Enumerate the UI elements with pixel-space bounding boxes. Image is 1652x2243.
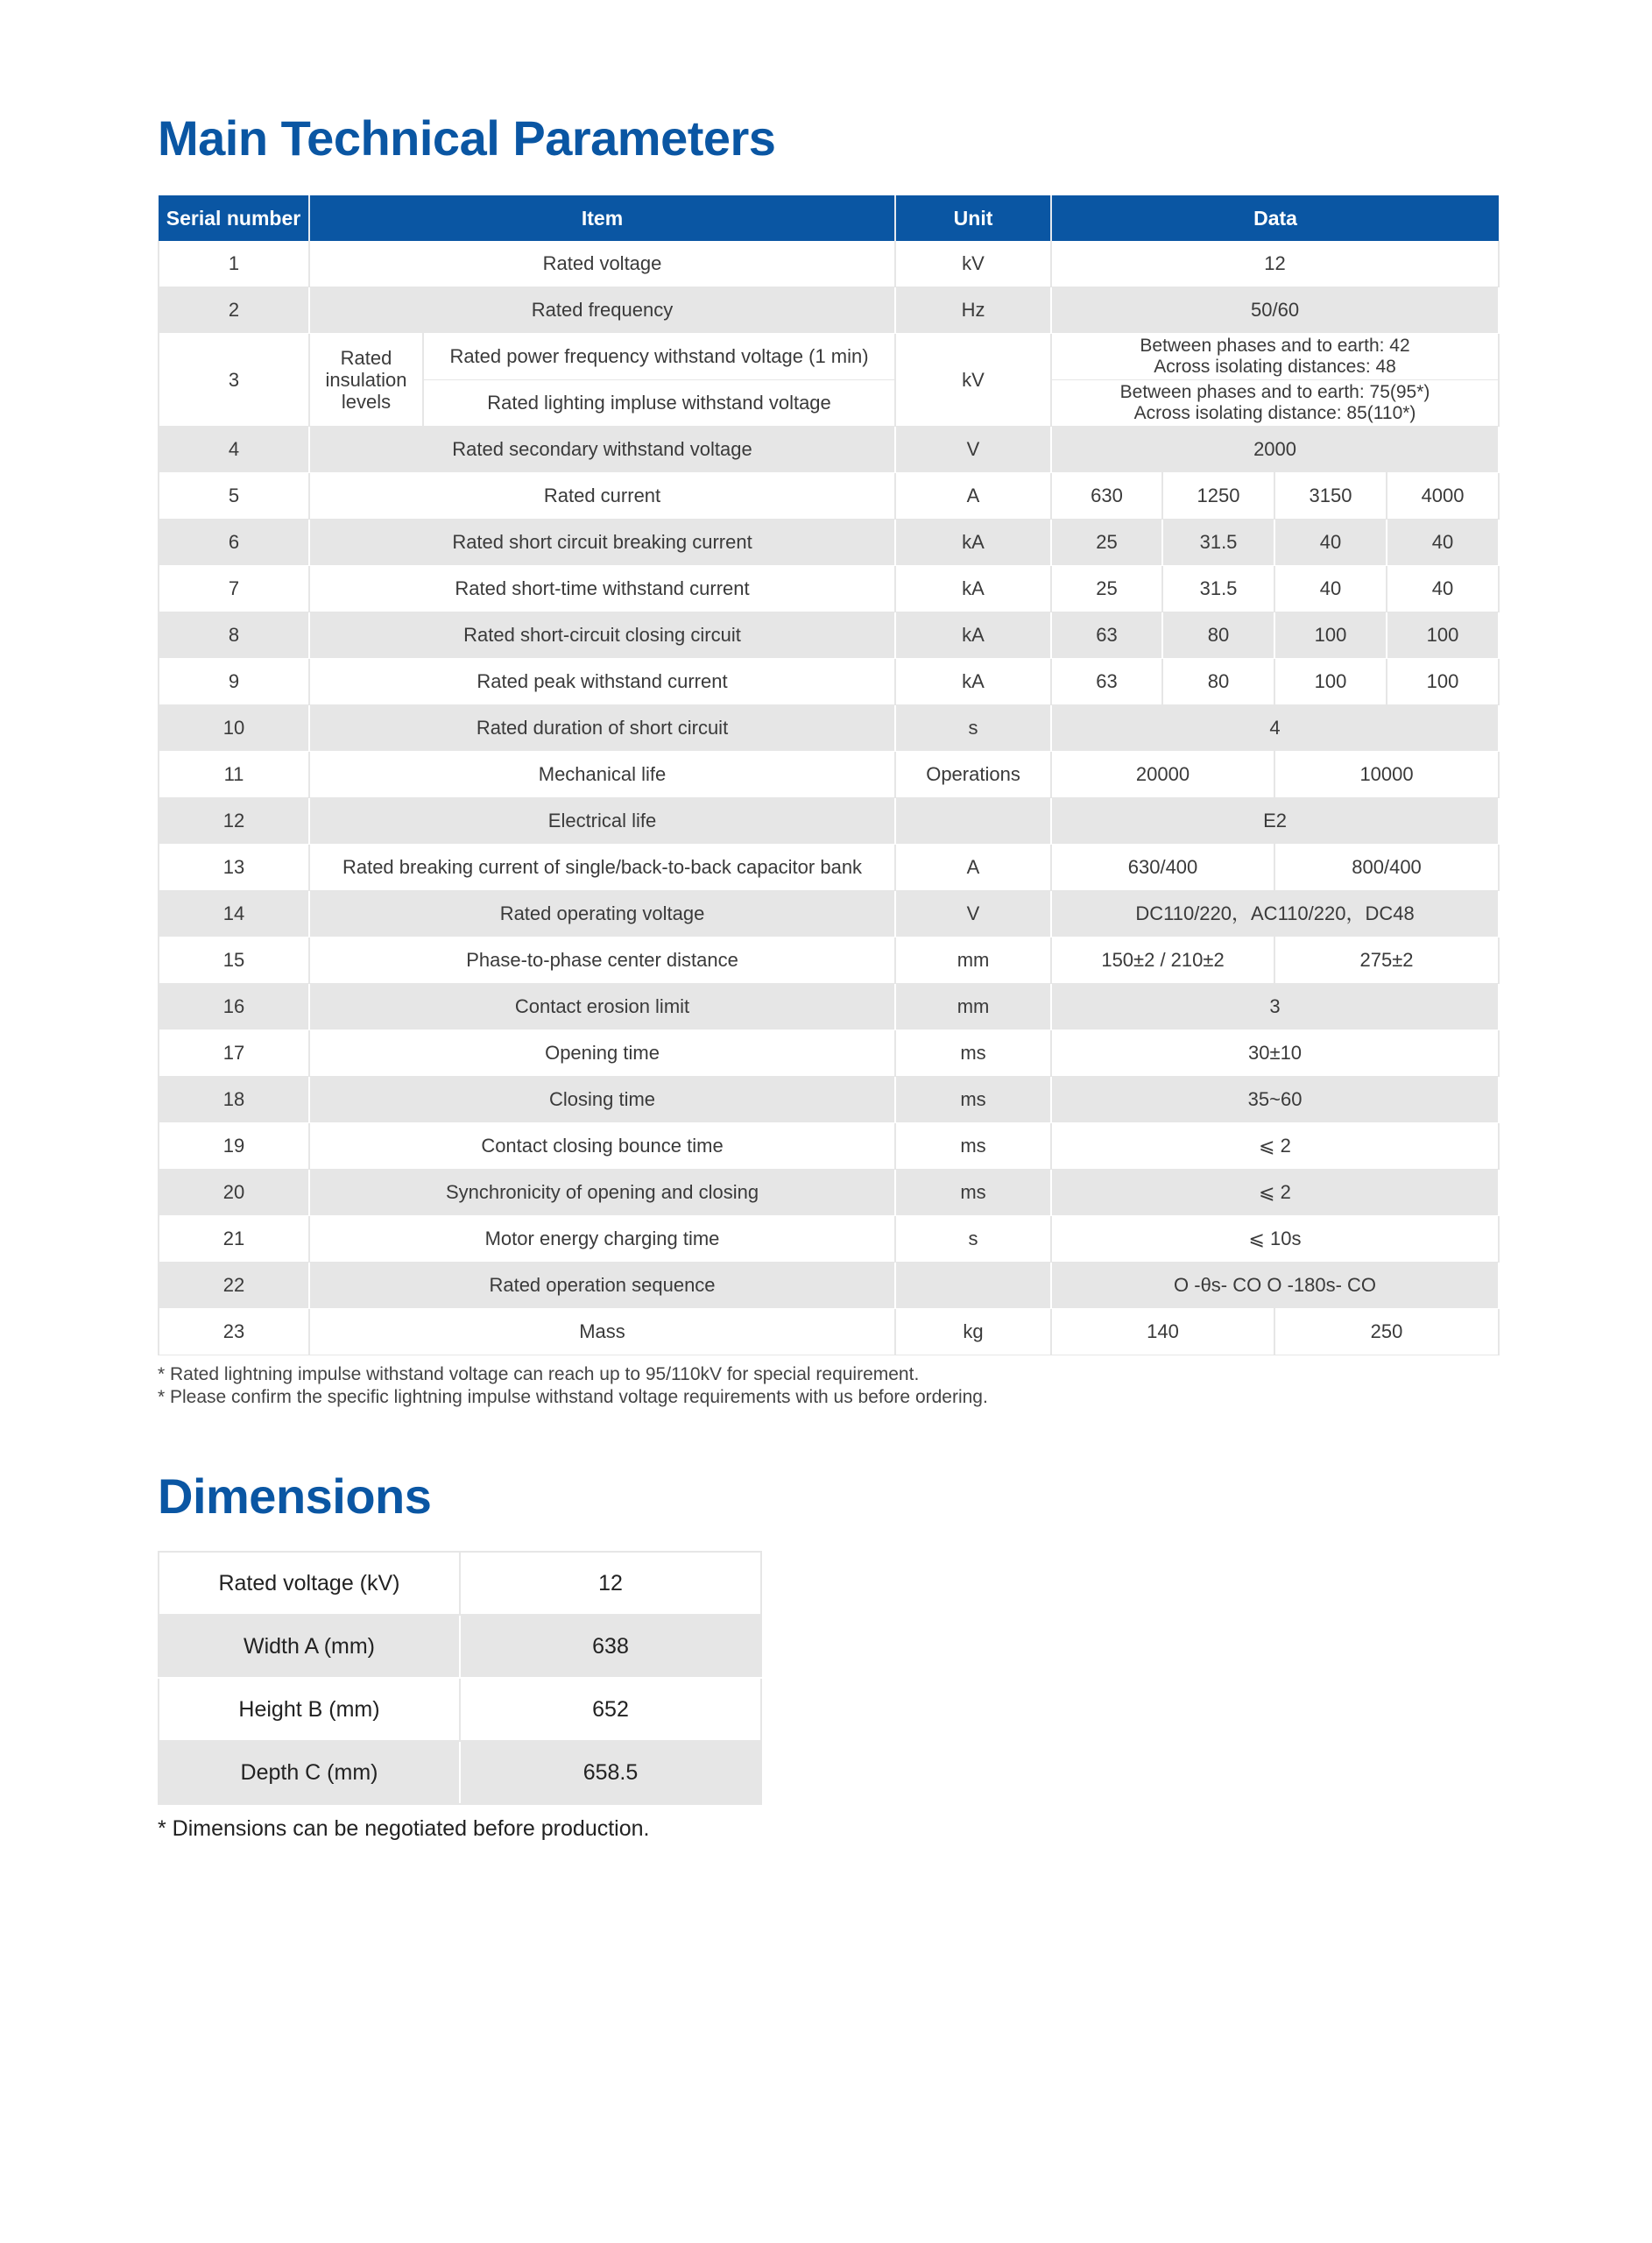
dims-value: 658.5 (460, 1741, 761, 1804)
cell-item: Rated voltage (309, 241, 895, 287)
cell-unit: ms (895, 1170, 1051, 1216)
header-data: Data (1051, 195, 1499, 241)
cell-serial: 1 (159, 241, 309, 287)
cell-serial: 9 (159, 659, 309, 705)
cell-serial: 16 (159, 984, 309, 1030)
table-row (159, 845, 1499, 891)
cell-data: 100 (1387, 659, 1499, 705)
cell-data: 80 (1162, 612, 1274, 659)
cell-unit: kV (895, 334, 1051, 427)
table-row (159, 1170, 1499, 1216)
cell-data: O -θs- CO O -180s- CO (1051, 1263, 1499, 1309)
cell-item: Mechanical life (309, 752, 895, 798)
cell-data: 10000 (1274, 752, 1499, 798)
table-row (159, 938, 1499, 984)
cell-serial: 10 (159, 705, 309, 752)
cell-unit: kV (895, 241, 1051, 287)
technical-parameters-table (158, 195, 1500, 1355)
table-row (159, 659, 1499, 705)
table-row (159, 334, 1499, 380)
cell-data: 3150 (1274, 473, 1387, 520)
cell-serial: 22 (159, 1263, 309, 1309)
cell-unit: s (895, 705, 1051, 752)
footnote-dimensions: * Dimensions can be negotiated before production. (158, 1816, 650, 1841)
cell-unit: kA (895, 520, 1051, 566)
cell-data: E2 (1051, 798, 1499, 845)
cell-serial: 4 (159, 427, 309, 473)
cell-serial: 5 (159, 473, 309, 520)
cell-data: 630/400 (1051, 845, 1274, 891)
cell-data: 630 (1051, 473, 1162, 520)
cell-unit: ms (895, 1123, 1051, 1170)
cell-data: 800/400 (1274, 845, 1499, 891)
cell-serial: 20 (159, 1170, 309, 1216)
cell-serial: 8 (159, 612, 309, 659)
cell-data: 2000 (1051, 427, 1499, 473)
cell-unit: V (895, 427, 1051, 473)
cell-data: 3 (1051, 984, 1499, 1030)
cell-data: 35~60 (1051, 1077, 1499, 1123)
cell-data: 1250 (1162, 473, 1274, 520)
dims-label: Height B (mm) (159, 1678, 460, 1741)
footnotes-technical (158, 1363, 988, 1409)
cell-data: 100 (1387, 612, 1499, 659)
cell-item: Rated operating voltage (309, 891, 895, 938)
cell-data: 31.5 (1162, 566, 1274, 612)
cell-serial: 14 (159, 891, 309, 938)
cell-unit: kA (895, 612, 1051, 659)
cell-unit: mm (895, 938, 1051, 984)
cell-item: Rated breaking current of single/back-to-back capacitor bank (309, 845, 895, 891)
cell-item: Rated peak withstand current (309, 659, 895, 705)
cell-item: Rated frequency (309, 287, 895, 334)
cell-data: 50/60 (1051, 287, 1499, 334)
cell-item: Mass (309, 1309, 895, 1355)
table-row (159, 1030, 1499, 1077)
cell-data: 25 (1051, 520, 1162, 566)
cell-data: ⩽ 10s (1051, 1216, 1499, 1263)
cell-data: 4 (1051, 705, 1499, 752)
cell-unit: kA (895, 659, 1051, 705)
cell-data: 275±2 (1274, 938, 1499, 984)
table-row (159, 241, 1499, 287)
cell-data: ⩽ 2 (1051, 1123, 1499, 1170)
cell-item: Rated lighting impluse withstand voltage (423, 380, 895, 427)
table-row (159, 891, 1499, 938)
table-row (159, 752, 1499, 798)
dims-value: 652 (460, 1678, 761, 1741)
cell-item-group: Rated insulation levels (309, 334, 423, 427)
table-row (159, 1123, 1499, 1170)
dims-label: Width A (mm) (159, 1615, 460, 1678)
cell-item: Rated secondary withstand voltage (309, 427, 895, 473)
cell-data: 12 (1051, 241, 1499, 287)
cell-unit (895, 798, 1051, 845)
cell-data: 150±2 / 210±2 (1051, 938, 1274, 984)
cell-unit: Hz (895, 287, 1051, 334)
header-item: Item (309, 195, 895, 241)
cell-data: 40 (1387, 520, 1499, 566)
cell-data: 250 (1274, 1309, 1499, 1355)
table-row (159, 1263, 1499, 1309)
table-row (159, 1309, 1499, 1355)
cell-item: Rated current (309, 473, 895, 520)
cell-item: Rated short circuit breaking current (309, 520, 895, 566)
cell-serial: 3 (159, 334, 309, 427)
cell-unit: mm (895, 984, 1051, 1030)
dims-value: 638 (460, 1615, 761, 1678)
table-header-row (159, 195, 1499, 241)
table-row (159, 1077, 1499, 1123)
table-row (159, 798, 1499, 845)
cell-item: Rated short-time withstand current (309, 566, 895, 612)
cell-data: 100 (1274, 612, 1387, 659)
cell-data: 140 (1051, 1309, 1274, 1355)
cell-data: 40 (1387, 566, 1499, 612)
cell-item: Rated short-circuit closing circuit (309, 612, 895, 659)
section-title-dimensions: Dimensions (158, 1468, 432, 1524)
cell-serial: 21 (159, 1216, 309, 1263)
cell-unit: ms (895, 1077, 1051, 1123)
cell-data: Between phases and to earth: 75(95*) Across isolating distance: 85(110*) (1051, 380, 1499, 427)
cell-unit: V (895, 891, 1051, 938)
cell-data: ⩽ 2 (1051, 1170, 1499, 1216)
table-row (159, 566, 1499, 612)
footnote-confirm-requirements: * Please confirm the specific lightning impulse withstand voltage requirements with us before ordering. (158, 1387, 988, 1407)
cell-data: 63 (1051, 659, 1162, 705)
cell-unit (895, 1263, 1051, 1309)
cell-serial: 6 (159, 520, 309, 566)
table-row (159, 287, 1499, 334)
cell-data: 31.5 (1162, 520, 1274, 566)
table-row (159, 427, 1499, 473)
cell-unit: s (895, 1216, 1051, 1263)
dims-label: Depth C (mm) (159, 1741, 460, 1804)
table-row (159, 984, 1499, 1030)
section-title-main-technical-parameters: Main Technical Parameters (158, 110, 776, 166)
cell-data: 25 (1051, 566, 1162, 612)
cell-serial: 23 (159, 1309, 309, 1355)
cell-data: 100 (1274, 659, 1387, 705)
footnote-lightning-impulse: * Rated lightning impulse withstand voltage can reach up to 95/110kV for special requirement. (158, 1364, 920, 1384)
cell-serial: 11 (159, 752, 309, 798)
table-row (159, 705, 1499, 752)
cell-serial: 12 (159, 798, 309, 845)
cell-data: Between phases and to earth: 42 Across isolating distances: 48 (1051, 334, 1499, 380)
cell-item: Electrical life (309, 798, 895, 845)
cell-unit: kA (895, 566, 1051, 612)
cell-unit: Operations (895, 752, 1051, 798)
cell-data: 80 (1162, 659, 1274, 705)
dims-row (159, 1741, 761, 1804)
dims-row (159, 1678, 761, 1741)
cell-data: 4000 (1387, 473, 1499, 520)
cell-item: Rated power frequency withstand voltage (1 min) (423, 334, 895, 380)
cell-unit: kg (895, 1309, 1051, 1355)
table-row (159, 1216, 1499, 1263)
cell-data: 30±10 (1051, 1030, 1499, 1077)
table-row (159, 473, 1499, 520)
cell-item: Synchronicity of opening and closing (309, 1170, 895, 1216)
cell-unit: A (895, 473, 1051, 520)
cell-data: 20000 (1051, 752, 1274, 798)
cell-serial: 18 (159, 1077, 309, 1123)
cell-item: Contact erosion limit (309, 984, 895, 1030)
cell-data: DC110/220，AC110/220，DC48 (1051, 891, 1499, 938)
cell-serial: 17 (159, 1030, 309, 1077)
dims-row (159, 1552, 761, 1615)
dims-label: Rated voltage (kV) (159, 1552, 460, 1615)
cell-serial: 13 (159, 845, 309, 891)
dimensions-table (158, 1551, 762, 1805)
cell-serial: 2 (159, 287, 309, 334)
dims-row (159, 1615, 761, 1678)
cell-item: Rated duration of short circuit (309, 705, 895, 752)
header-unit: Unit (895, 195, 1051, 241)
cell-unit: A (895, 845, 1051, 891)
cell-data: 40 (1274, 566, 1387, 612)
cell-serial: 19 (159, 1123, 309, 1170)
cell-unit: ms (895, 1030, 1051, 1077)
dims-value: 12 (460, 1552, 761, 1615)
cell-data: 63 (1051, 612, 1162, 659)
cell-item: Closing time (309, 1077, 895, 1123)
table-row (159, 520, 1499, 566)
cell-item: Contact closing bounce time (309, 1123, 895, 1170)
cell-data: 40 (1274, 520, 1387, 566)
cell-serial: 7 (159, 566, 309, 612)
cell-item: Opening time (309, 1030, 895, 1077)
cell-item: Motor energy charging time (309, 1216, 895, 1263)
cell-serial: 15 (159, 938, 309, 984)
table-row (159, 612, 1499, 659)
header-serial-number: Serial number (159, 195, 309, 241)
cell-item: Rated operation sequence (309, 1263, 895, 1309)
cell-item: Phase-to-phase center distance (309, 938, 895, 984)
